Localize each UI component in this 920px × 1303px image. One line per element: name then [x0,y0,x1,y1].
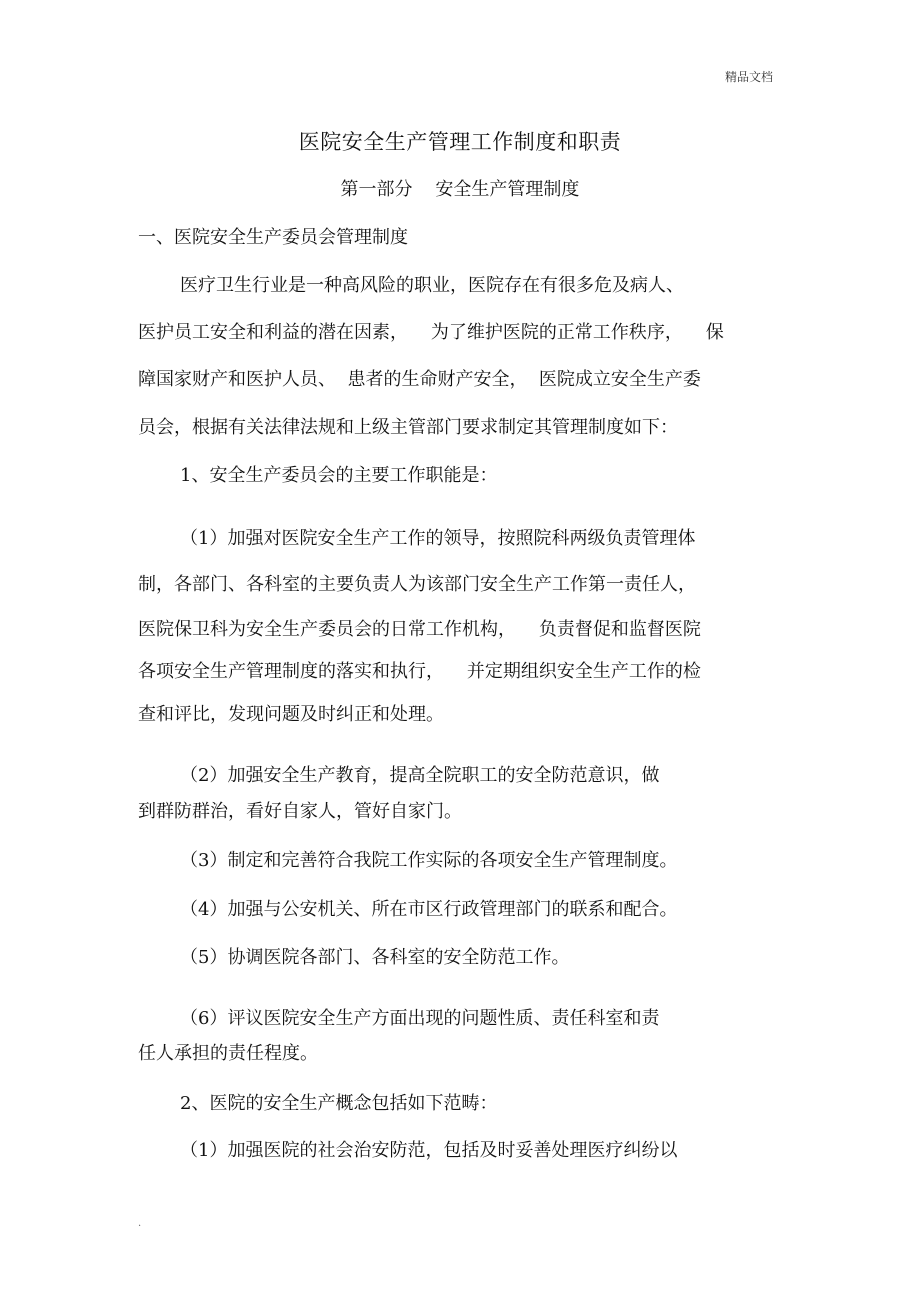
footer-mark: . [138,1218,142,1229]
header-tag: 精品文档 [725,70,774,84]
paragraph-line: （6）评议医院安全生产方面出现的问题性质、责任科室和责 [180,1008,660,1029]
part-title [0,175,920,201]
paragraph-line: （1）加强医院的社会治安防范，包括及时妥善处理医疗纠纷以 [180,1140,678,1161]
list-item: （5）协调医院各部门、各科室的安全防范工作。 [180,947,570,968]
document-title: 医院安全生产管理工作制度和职责 [298,130,622,154]
paragraph-line: 医院保卫科为安全生产委员会的日常工作机构， 负责督促和监督医院 [138,619,701,640]
paragraph-line: 各项安全生产管理制度的落实和执行， 并定期组织安全生产工作的检 [138,661,701,682]
paragraph-line: 查和评比，发现问题及时纠正和处理。 [138,704,444,725]
paragraph-line: 员会，根据有关法律法规和上级主管部门要求制定其管理制度如下： [138,417,678,438]
paragraph-line: 任人承担的责任程度。 [138,1043,318,1064]
list-item: （3）制定和完善符合我院工作实际的各项安全生产管理制度。 [180,850,678,871]
part-title-text: 第一部分 安全生产管理制度 [340,179,580,200]
paragraph-line: 医护员工安全和利益的潜在因素， 为了维护医院的正常工作秩序， 保 [138,322,724,343]
paragraph-line: 制，各部门、各科室的主要负责人为该部门安全生产工作第一责任人， [138,574,696,595]
list-item: （4）加强与公安机关、所在市区行政管理部门的联系和配合。 [180,899,678,920]
paragraph-line: 到群防群治，看好自家人，管好自家门。 [138,801,462,822]
list-heading: 2、医院的安全生产概念包括如下范畴： [180,1093,498,1114]
paragraph-line: 障国家财产和医护人员、 患者的生命财产安全， 医院成立安全生产委 [138,369,701,390]
paragraph-line: （1）加强对医院安全生产工作的领导，按照院科两级负责管理体 [180,528,696,549]
list-heading: 1、安全生产委员会的主要工作职能是： [180,465,498,486]
paragraph-line: （2）加强安全生产教育，提高全院职工的安全防范意识，做 [180,765,660,786]
section-heading: 一、医院安全生产委员会管理制度 [138,227,408,248]
paragraph-line: 医疗卫生行业是一种高风险的职业，医院存在有很多危及病人、 [180,275,684,296]
